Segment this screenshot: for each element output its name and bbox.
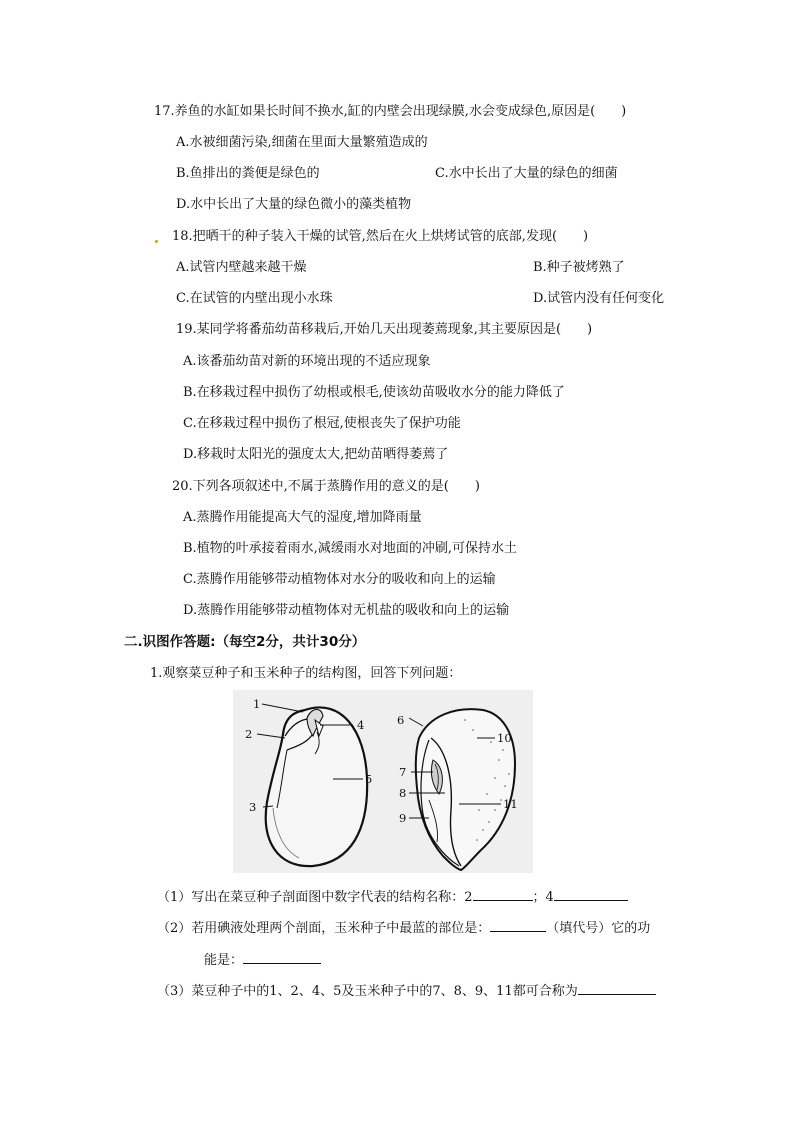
label-11: 11 (503, 797, 518, 811)
q17-option-b: B.鱼排出的粪便是绿色的 (176, 166, 320, 181)
label-7: 7 (399, 765, 407, 779)
q18-option-a: A.试管内壁越来越干燥 (176, 260, 307, 275)
q19-option-a: A.该番茄幼苗对新的环境出现的不适应现象 (183, 354, 431, 369)
q18-option-b: B.种子被烤熟了 (533, 260, 625, 275)
q17-option-d: D.水中长出了大量的绿色微小的藻类植物 (176, 197, 412, 212)
sub2-line2-text: 能是： (204, 953, 244, 968)
q20-option-c: C.蒸腾作用能够带动植物体对水分的吸收和向上的运输 (183, 572, 496, 587)
q20-option-b: B.植物的叶承接着雨水,减缓雨水对地面的冲刷,可保持水土 (183, 541, 517, 556)
label-6: 6 (397, 713, 405, 727)
answer-blank-function[interactable] (243, 949, 321, 964)
seed-diagram (233, 690, 533, 873)
label-3: 3 (249, 800, 257, 814)
section2-title: 二.识图作答题:（每空2分，共计30分） (124, 634, 366, 650)
seed-structure-figure (233, 690, 533, 873)
label-2: 2 (245, 727, 253, 741)
answer-blank-4[interactable] (554, 886, 628, 901)
q18-option-d: D.试管内没有任何变化 (533, 291, 665, 306)
label-1: 1 (253, 697, 261, 711)
label-5: 5 (365, 772, 373, 786)
q19-stem: 19.某同学将番茄幼苗移栽后,开始几天出现萎蔫现象,其主要原因是( ) (176, 322, 593, 337)
label-10: 10 (497, 731, 512, 745)
label-9: 9 (399, 811, 407, 825)
q17-option-c: C.水中长出了大量的绿色的细菌 (435, 166, 618, 181)
section2-q1-stem: 1.观察菜豆种子和玉米种子的结构图，回答下列问题： (150, 666, 462, 681)
label-4: 4 (357, 718, 365, 732)
label-8: 8 (399, 786, 407, 800)
q17-option-a: A.水被细菌污染,细菌在里面大量繁殖造成的 (176, 135, 428, 150)
answer-blank-embryo[interactable] (578, 980, 656, 995)
sub1-text: （1）写出在菜豆种子剖面图中数字代表的结构名称：2 (157, 890, 473, 905)
sub-question-2 (157, 917, 650, 938)
q19-option-b: B.在移栽过程中损伤了幼根或根毛,使该幼苗吸收水分的能力降低了 (183, 385, 565, 400)
q19-option-d: D.移栽时太阳光的强度太大,把幼苗晒得萎蔫了 (183, 447, 449, 462)
q18-stem: 18.把晒干的种子装入干燥的试管,然后在火上烘烤试管的底部,发现( ) (172, 229, 589, 244)
sub-question-1 (157, 886, 628, 907)
bean-seed-drawing (266, 707, 367, 866)
sub2-text: （2）若用碘液处理两个剖面，玉米种子中最蓝的部位是： (157, 921, 491, 936)
q17-stem: 17.养鱼的水缸如果长时间不换水,缸的内壁会出现绿膜,水会变成绿色,原因是( ) (154, 104, 627, 119)
q20-option-d: D.蒸腾作用能够带动植物体对无机盐的吸收和向上的运输 (183, 603, 510, 618)
sub-question-2-line2 (204, 949, 321, 970)
q20-stem: 20.下列各项叙述中,不属于蒸腾作用的意义的是( ) (172, 479, 480, 494)
answer-blank-2[interactable] (473, 886, 533, 901)
answer-blank-bluest-part[interactable] (490, 917, 546, 932)
sub-question-3 (157, 980, 656, 1001)
sub2-mid: （填代号）它的功 (546, 921, 651, 936)
sub3-text: （3）菜豆种子中的1、2、4、5及玉米种子中的7、8、9、11都可合称为 (157, 984, 578, 999)
margin-dot (155, 240, 158, 243)
sub1-mid: ；4 (532, 890, 554, 905)
q18-option-c: C.在试管的内壁出现小水珠 (176, 291, 333, 306)
q19-option-c: C.在移栽过程中损伤了根冠,使根丧失了保护功能 (183, 416, 461, 431)
q20-option-a: A.蒸腾作用能提高大气的湿度,增加降雨量 (183, 510, 422, 525)
